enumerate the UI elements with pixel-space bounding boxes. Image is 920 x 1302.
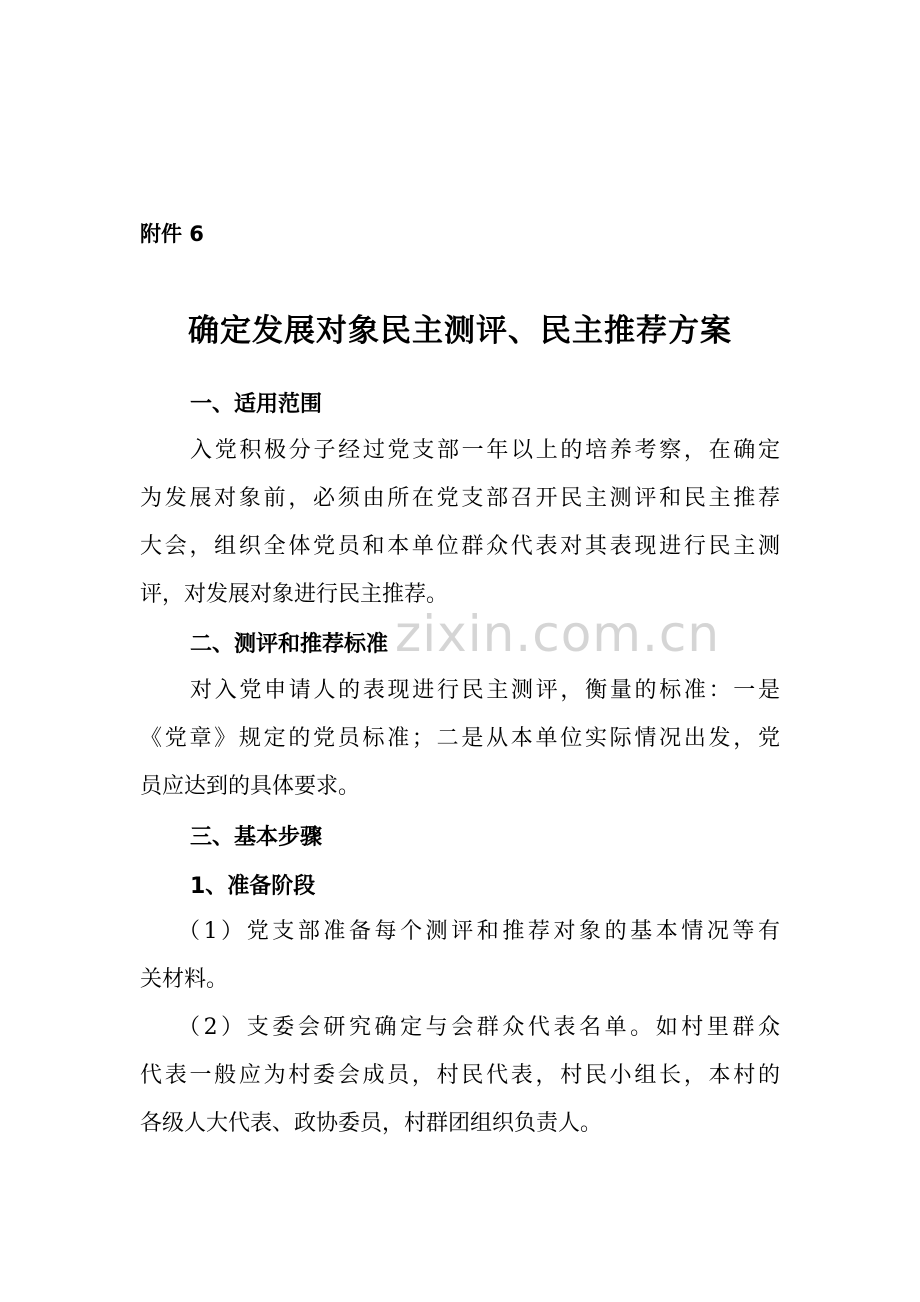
paragraph-line: （1）党支部准备每个测评和推荐对象的基本情况等有 — [178, 919, 780, 944]
subheading-preparation: 1、准备阶段 — [190, 874, 316, 899]
paragraph-line: 员应达到的具体要求。 — [140, 774, 361, 799]
section-heading-scope: 一、适用范围 — [190, 392, 323, 417]
paragraph-line: 各级人大代表、政协委员，村群团组织负责人。 — [140, 1111, 603, 1136]
paragraph-line: 关材料。 — [140, 967, 229, 992]
attachment-label: 附件 6 — [140, 222, 204, 246]
paragraph-line: 评，对发展对象进行民主推荐。 — [140, 582, 449, 607]
paragraph-line: 《党章》规定的党员标准；二是从本单位实际情况出发，党 — [140, 726, 780, 751]
paragraph-line: 对入党申请人的表现进行民主测评，衡量的标准：一是 — [190, 678, 780, 703]
watermark: zixin.com.cn — [395, 605, 721, 663]
paragraph-line: 为发展对象前，必须由所在党支部召开民主测评和民主推荐 — [140, 486, 780, 511]
section-heading-standards: 二、测评和推荐标准 — [190, 632, 389, 657]
paragraph-line: （2）支委会研究确定与会群众代表名单。如村里群众 — [178, 1015, 780, 1040]
paragraph-line: 入党积极分子经过党支部一年以上的培养考察，在确定 — [190, 438, 780, 463]
document-title: 确定发展对象民主测评、民主推荐方案 — [188, 313, 732, 349]
section-heading-steps: 三、基本步骤 — [190, 825, 323, 850]
paragraph-line: 大会，组织全体党员和本单位群众代表对其表现进行民主测 — [140, 534, 780, 559]
paragraph-line: 代表一般应为村委会成员，村民代表，村民小组长，本村的 — [140, 1063, 780, 1088]
